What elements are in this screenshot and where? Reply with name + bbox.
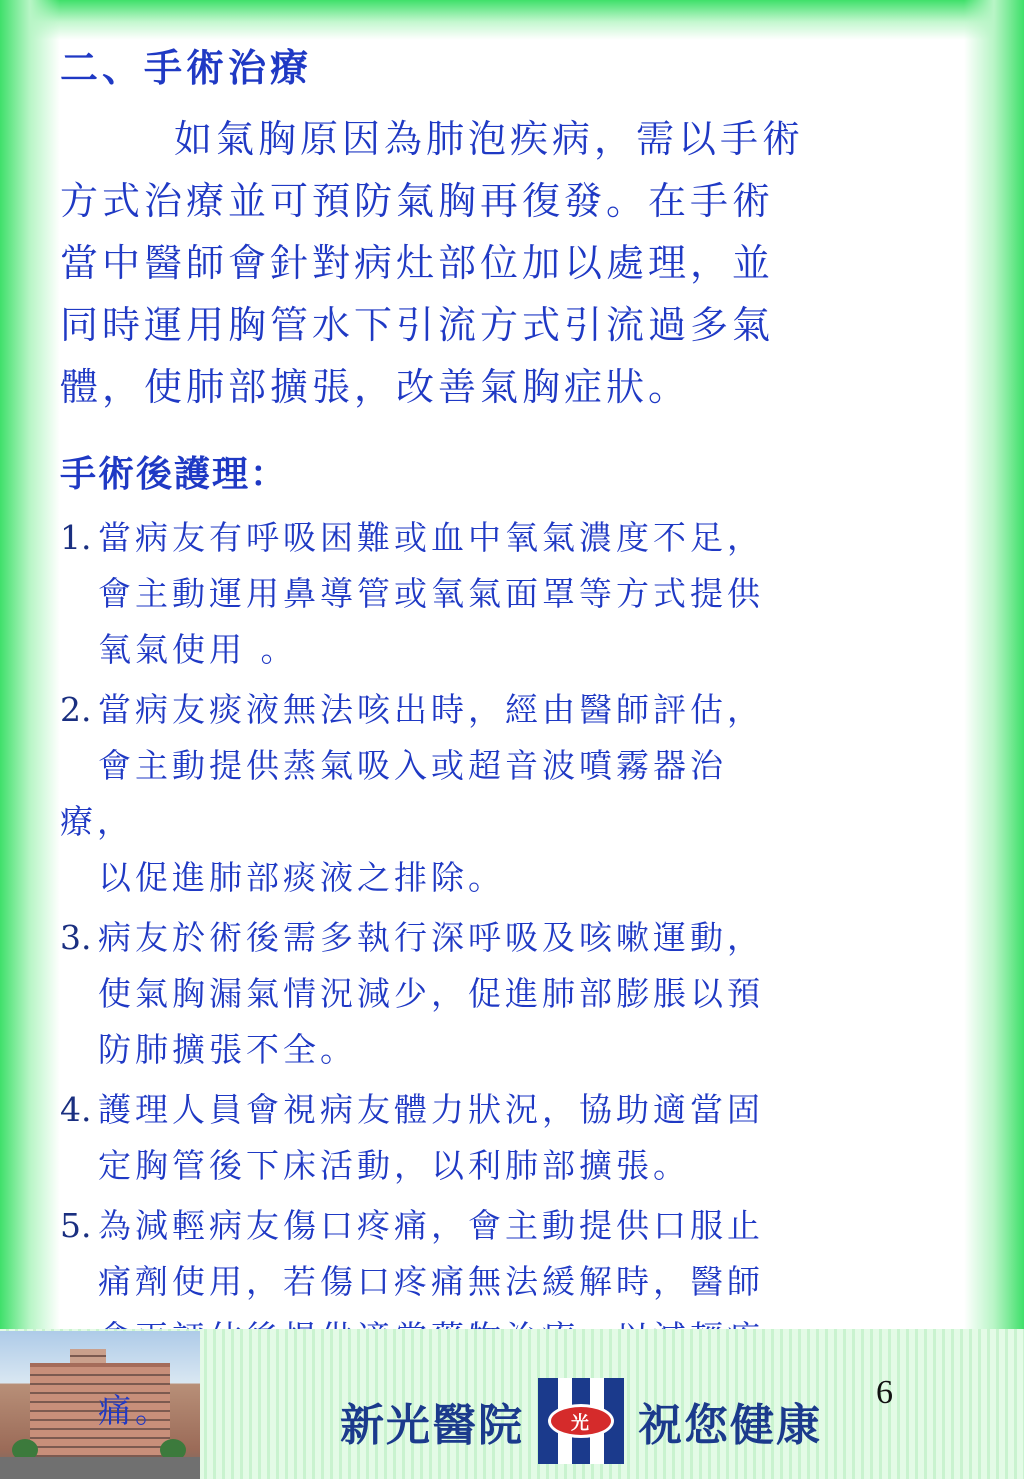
intro-line: 如氣胸原因為肺泡疾病，需以手術: [174, 117, 805, 161]
item-number: 4.: [60, 1090, 92, 1129]
intro-line: 同時運用胸管水下引流方式引流過多氣: [60, 303, 775, 347]
item-text: 定胸管後下床活動，以利肺部擴張。: [98, 1146, 690, 1185]
item-text: 會主動提供蒸氣吸入或超音波噴霧器治: [98, 746, 727, 785]
page-number: 6: [876, 1374, 893, 1411]
item-text: 使氣胸漏氣情況減少，促進肺部膨脹以預: [98, 974, 764, 1013]
item-text: 護理人員會視病友體力狀況，協助適當固: [98, 1090, 764, 1129]
item-text: 療，: [60, 802, 134, 841]
item-text: 會主動運用鼻導管或氧氣面罩等方式提供: [98, 574, 764, 613]
item-text: 痛。: [98, 1391, 172, 1430]
item-number: 1.: [60, 518, 92, 557]
slogan-text: 祝您健康: [638, 1400, 822, 1451]
item-text: 氧氣使用 。: [98, 630, 298, 669]
item-number: 3.: [60, 918, 92, 957]
care-item-2: [60, 682, 965, 906]
logo-mark: 光: [548, 1404, 614, 1438]
item-text: 當病友痰液無法咳出時，經由醫師評估，: [98, 690, 764, 729]
item-number: 5.: [60, 1206, 92, 1245]
intro-line: 方式治療並可預防氣胸再復發。在手術: [60, 179, 775, 223]
care-item-4: [60, 1082, 965, 1194]
intro-paragraph: [60, 108, 965, 418]
document-body: [60, 36, 965, 1370]
item-text: 以促進肺部痰液之排除。: [98, 858, 505, 897]
item-text: 病友於術後需多執行深呼吸及咳嗽運動，: [98, 918, 764, 957]
item-text: 防肺擴張不全。: [98, 1030, 357, 1069]
hospital-name: 新光醫院: [340, 1400, 524, 1451]
section-heading: 二、手術治療: [60, 45, 313, 90]
item-text: 當病友有呼吸困難或血中氧氣濃度不足，: [98, 518, 764, 557]
care-item-3: [60, 910, 965, 1078]
item-text: 為減輕病友傷口疼痛，會主動提供口服止: [98, 1206, 764, 1245]
hospital-logo-icon: [538, 1378, 624, 1464]
intro-line: 體，使肺部擴張，改善氣胸症狀。: [60, 365, 691, 409]
intro-line: 當中醫師會針對病灶部位加以處理，並: [60, 241, 775, 285]
item-number: 2.: [60, 690, 92, 729]
hospital-slogan: [340, 1393, 822, 1449]
post-op-care-heading: 手術後護理：: [60, 453, 289, 495]
care-item-1: [60, 510, 965, 678]
item-text: 痛劑使用，若傷口疼痛無法緩解時，醫師: [98, 1262, 764, 1301]
care-list: [60, 510, 965, 1366]
